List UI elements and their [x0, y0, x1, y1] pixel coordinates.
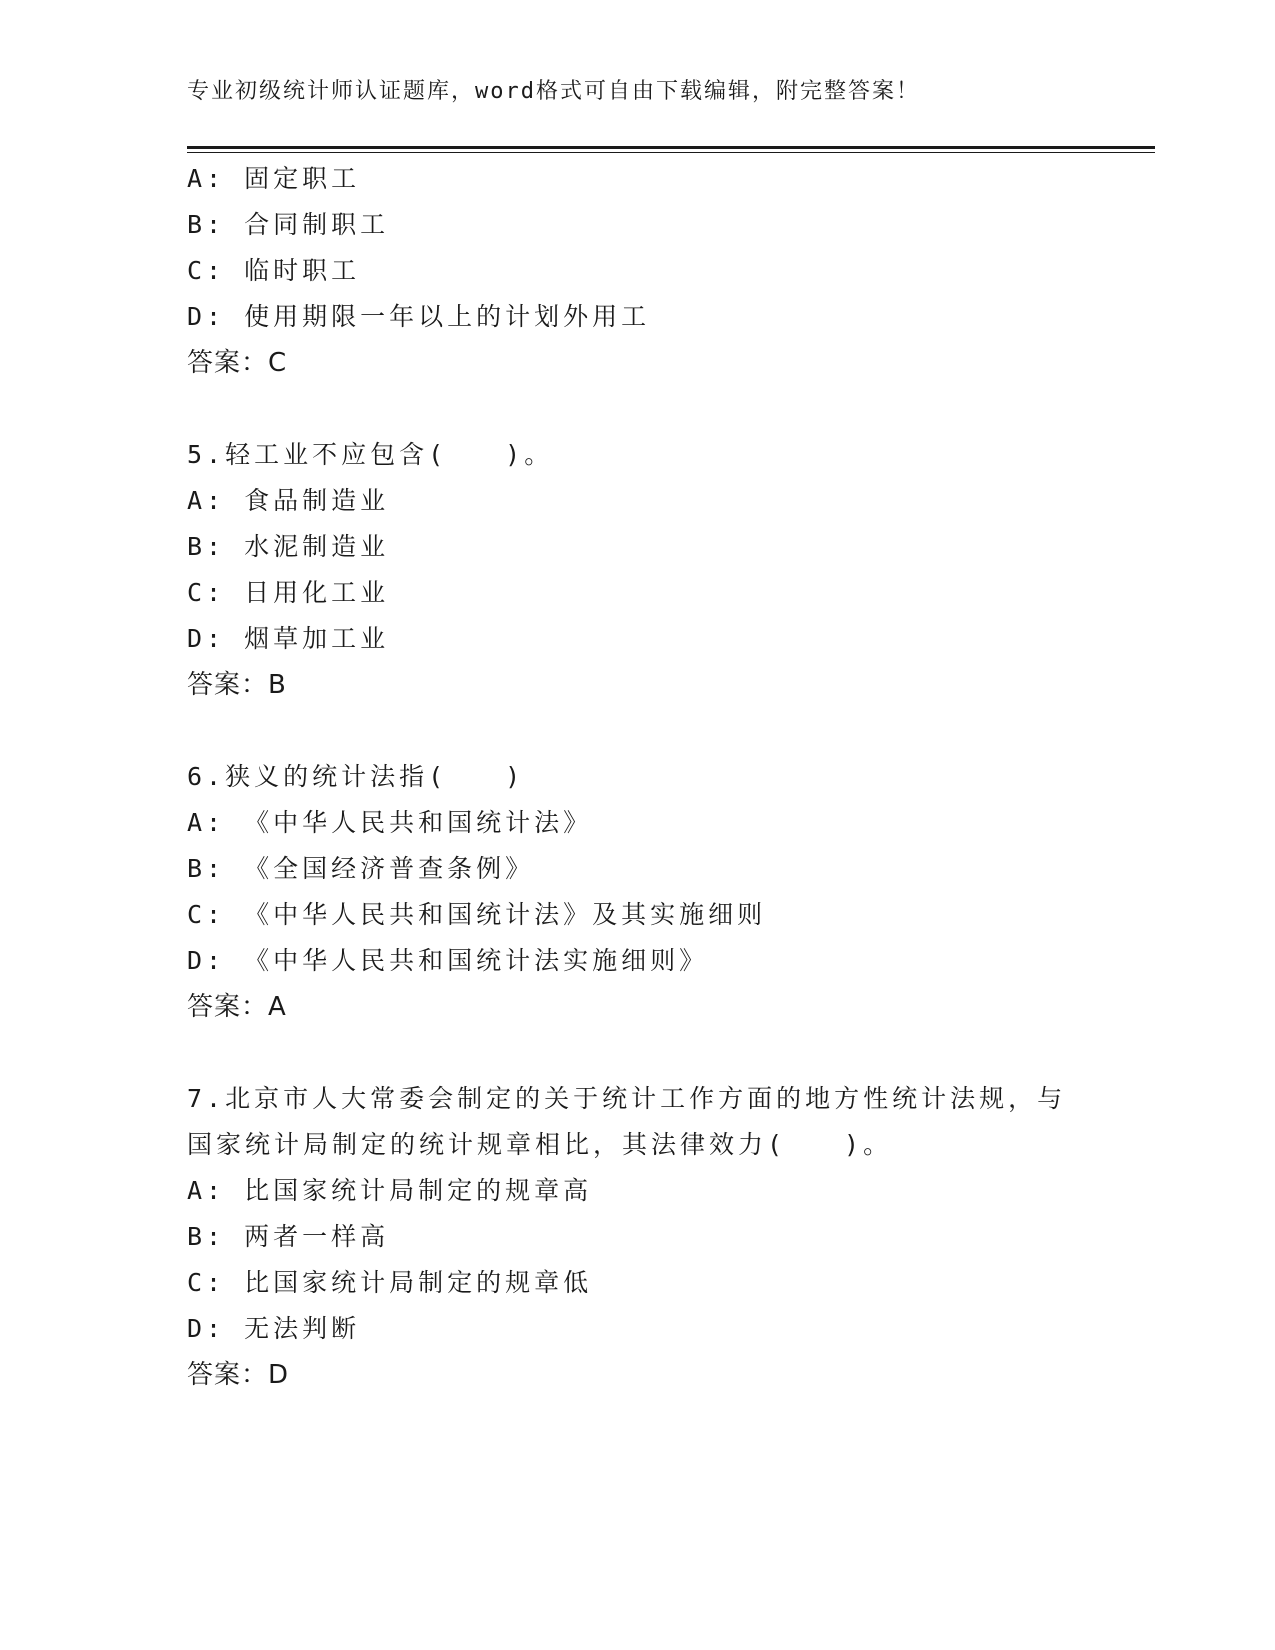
option-c: C: 比国家统计局制定的规章低 — [187, 1268, 593, 1297]
option-a: A: 《中华人民共和国统计法》 — [187, 808, 593, 837]
answer-line: 答案：D — [187, 1360, 290, 1390]
answer-line: 答案：A — [187, 992, 287, 1022]
option-b: B: 两者一样高 — [187, 1222, 390, 1251]
answer-line: 答案：C — [187, 348, 288, 378]
option-c: C: 临时职工 — [187, 256, 361, 285]
question-block-4 — [187, 156, 1155, 386]
option-a: A: 比国家统计局制定的规章高 — [187, 1176, 593, 1205]
spacer — [187, 1030, 1155, 1076]
question-block-6 — [187, 754, 1155, 1030]
option-d: D: 无法判断 — [187, 1314, 361, 1343]
option-c: C: 日用化工业 — [187, 578, 390, 607]
header-rule-thick — [187, 146, 1155, 149]
question-stem-line-2: 国家统计局制定的统计规章相比，其法律效力( )。 — [187, 1130, 893, 1159]
question-stem-line-1: 7.北京市人大常委会制定的关于统计工作方面的地方性统计法规，与 — [187, 1084, 1067, 1113]
option-b: B: 水泥制造业 — [187, 532, 390, 561]
spacer — [187, 386, 1155, 432]
question-list — [187, 156, 1155, 1398]
option-b: B: 合同制职工 — [187, 210, 390, 239]
answer-line: 答案：B — [187, 670, 287, 700]
option-a: A: 食品制造业 — [187, 486, 390, 515]
question-block-7 — [187, 1076, 1155, 1398]
option-c: C: 《中华人民共和国统计法》及其实施细则 — [187, 900, 767, 929]
question-stem: 6.狭义的统计法指( ) — [187, 762, 525, 791]
question-block-5 — [187, 432, 1155, 708]
option-d: D: 烟草加工业 — [187, 624, 390, 653]
question-stem: 5.轻工业不应包含( )。 — [187, 440, 554, 469]
option-d: D: 《中华人民共和国统计法实施细则》 — [187, 946, 709, 975]
spacer — [187, 708, 1155, 754]
option-d: D: 使用期限一年以上的计划外用工 — [187, 302, 651, 331]
option-a: A: 固定职工 — [187, 164, 361, 193]
header-rule-thin — [187, 152, 1155, 153]
option-b: B: 《全国经济普查条例》 — [187, 854, 535, 883]
page-header: 专业初级统计师认证题库，word格式可自由下载编辑，附完整答案！ — [187, 79, 920, 104]
